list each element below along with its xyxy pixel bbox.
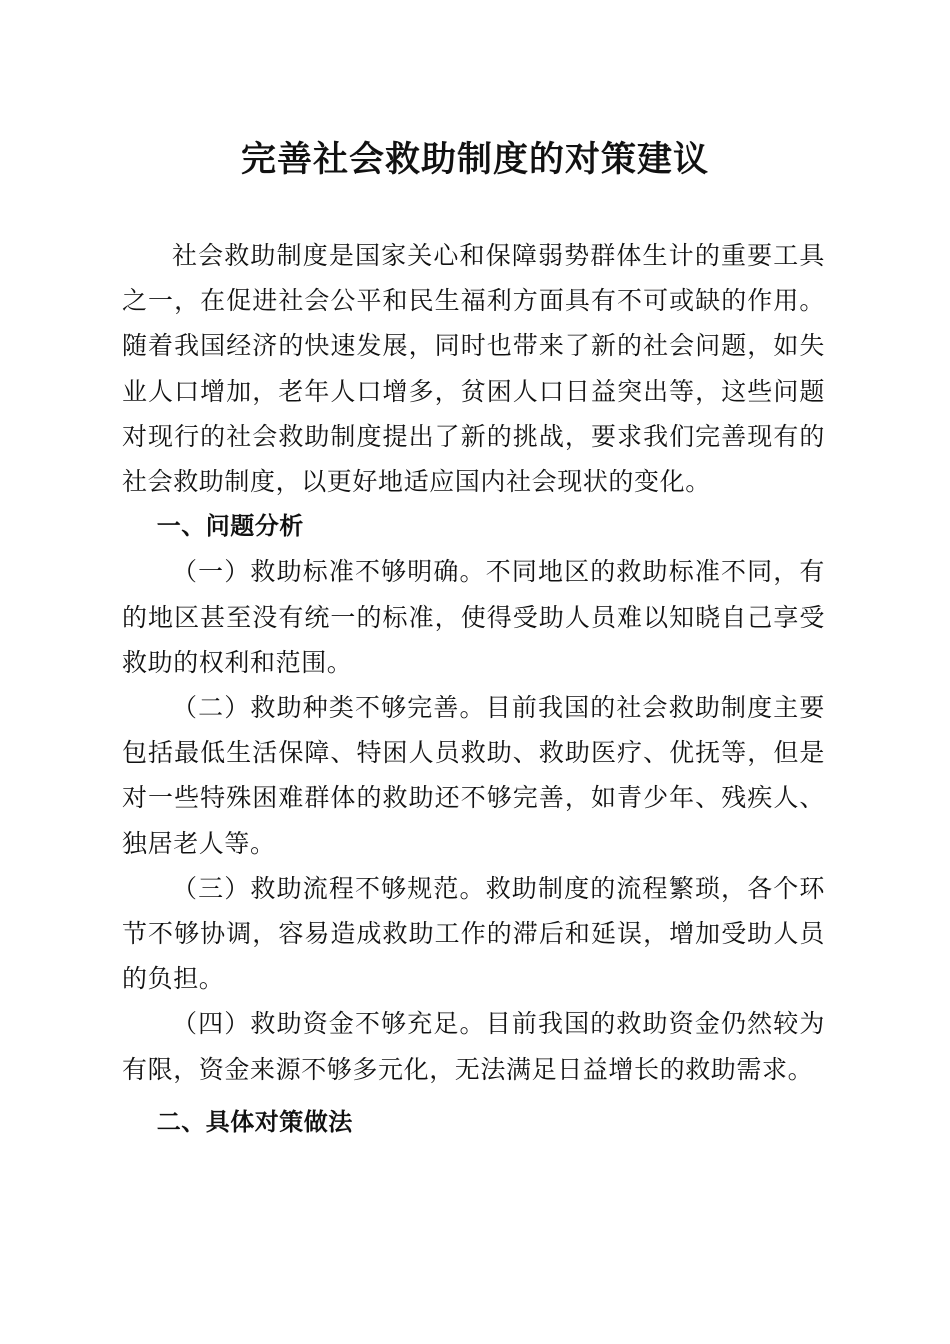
analysis-item-4-text: 目前我国的救助资金仍然较为有限，资金来源不够多元化，无法满足日益增长的救助需求。 — [122, 1009, 825, 1084]
analysis-item-2 — [122, 685, 825, 866]
analysis-item-1-lead: （一）救助标准不够明确。 — [172, 557, 486, 587]
section-heading-analysis: 一、问题分析 — [156, 512, 304, 541]
analysis-item-1 — [122, 549, 825, 685]
section-heading-measures: 二、具体对策做法 — [156, 1107, 353, 1136]
intro-paragraph: 社会救助制度是国家关心和保障弱势群体生计的重要工具之一，在促进社会公平和民生福利方面具有不可或缺的作用。随着我国经济的快速发展，同时也带来了新的社会问题，如失业人口增加，老年人口增多，贫困人口日益突出等，这些问题对现行的社会救助制度提出了新的挑战，要求我们完善现有的社会救助制度，以更好地适应国内社会现状的变化。 — [122, 241, 825, 497]
analysis-item-2-lead: （二）救助种类不够完善。 — [172, 693, 486, 723]
analysis-item-3-lead: （三）救助流程不够规范。 — [172, 873, 486, 903]
analysis-item-2-text: 目前我国的社会救助制度主要包括最低生活保障、特困人员救助、救助医疗、优抚等，但是对一些特殊困难群体的救助还不够完善，如青少年、残疾人、独居老人等。 — [122, 693, 825, 858]
analysis-item-4-lead: （四）救助资金不够充足。 — [172, 1009, 486, 1039]
analysis-item-3-text: 救助制度的流程繁琐，各个环节不够协调，容易造成救助工作的滞后和延误，增加受助人员的负担。 — [122, 873, 825, 994]
document-title: 完善社会救助制度的对策建议 — [240, 139, 709, 180]
analysis-item-4 — [122, 1001, 825, 1091]
analysis-item-1-text: 不同地区的救助标准不同，有的地区甚至没有统一的标准，使得受助人员难以知晓自己享受救助的权利和范围。 — [122, 557, 825, 677]
document-body — [122, 233, 825, 1145]
analysis-item-3 — [122, 866, 825, 1002]
